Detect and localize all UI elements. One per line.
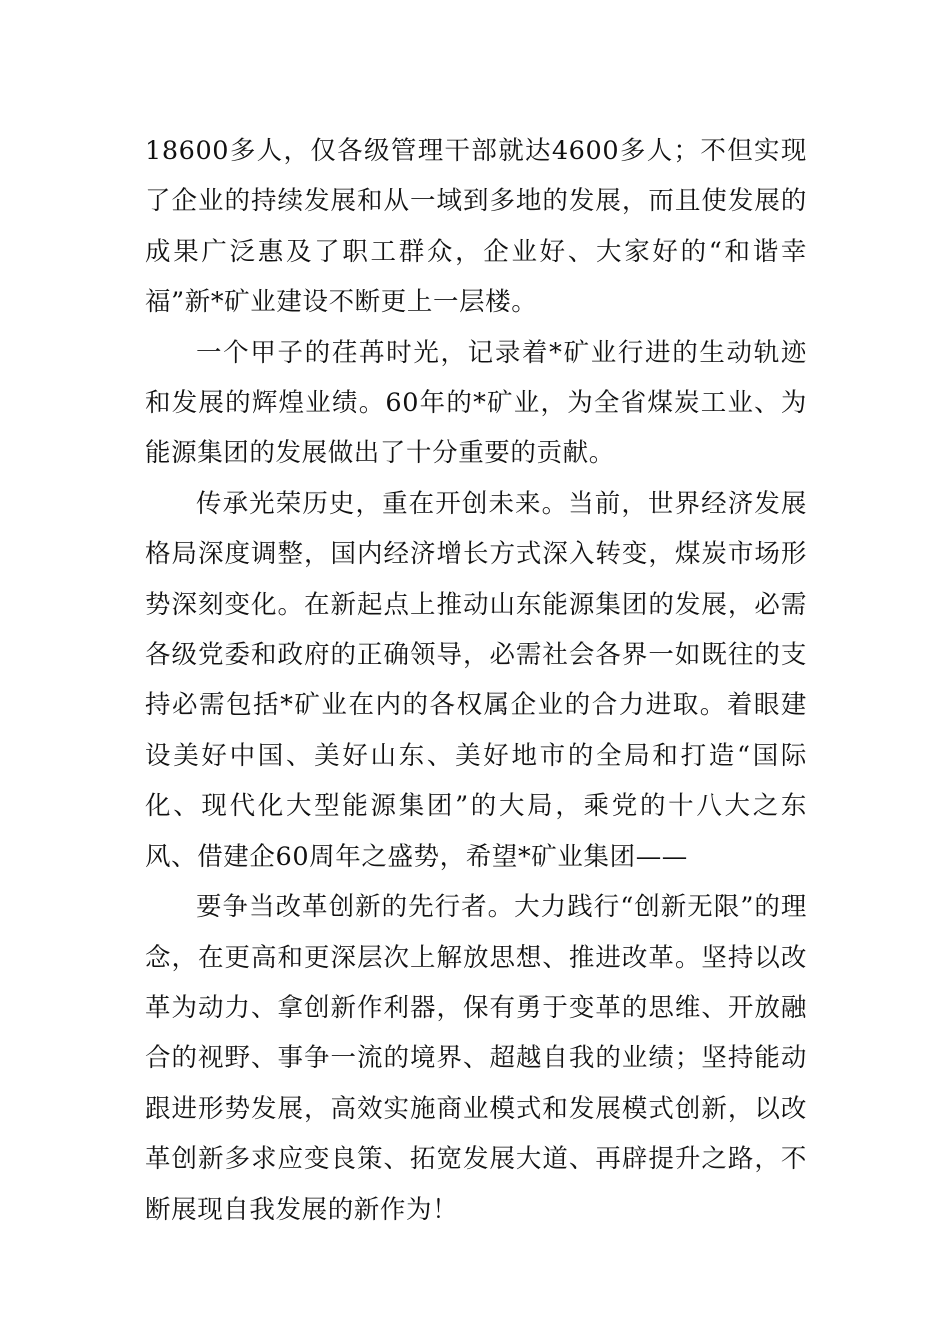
document-body (145, 126, 807, 1235)
paragraph: 要争当改革创新的先行者。大力践行“创新无限”的理念，在更高和更深层次上解放思想、推进改革。坚持以改革为动力、拿创新作利器，保有勇于变革的思维、开放融合的视野、事争一流的境界、超越自我的业绩；坚持能动跟进形势发展，高效实施商业模式和发展模式创新，以改革创新多求应变良策、拓宽发展大道、再辟提升之路，不断展现自我发展的新作为！ (145, 892, 807, 1225)
paragraph: 传承光荣历史，重在开创未来。当前，世界经济发展格局深度调整，国内经济增长方式深入转变，煤炭市场形势深刻变化。在新起点上推动山东能源集团的发展，必需各级党委和政府的正确领导，必需社会各界一如既往的支持必需包括*矿业在内的各权属企业的合力进取。着眼建设美好中国、美好山东、美好地市的全局和打造“国际化、现代化大型能源集团”的大局，乘党的十八大之东风、借建企60周年之盛势，希望*矿业集团—— (145, 488, 807, 872)
paragraph-continued: 18600多人，仅各级管理干部就达4600多人；不但实现了企业的持续发展和从一域到多地的发展，而且使发展的成果广泛惠及了职工群众，企业好、大家好的“和谐幸福”新*矿业建设不断更上一层楼。 (145, 136, 807, 318)
paragraph: 一个甲子的荏苒时光，记录着*矿业行进的生动轨迹和发展的辉煌业绩。60年的*矿业，为全省煤炭工业、为能源集团的发展做出了十分重要的贡献。 (145, 337, 807, 469)
